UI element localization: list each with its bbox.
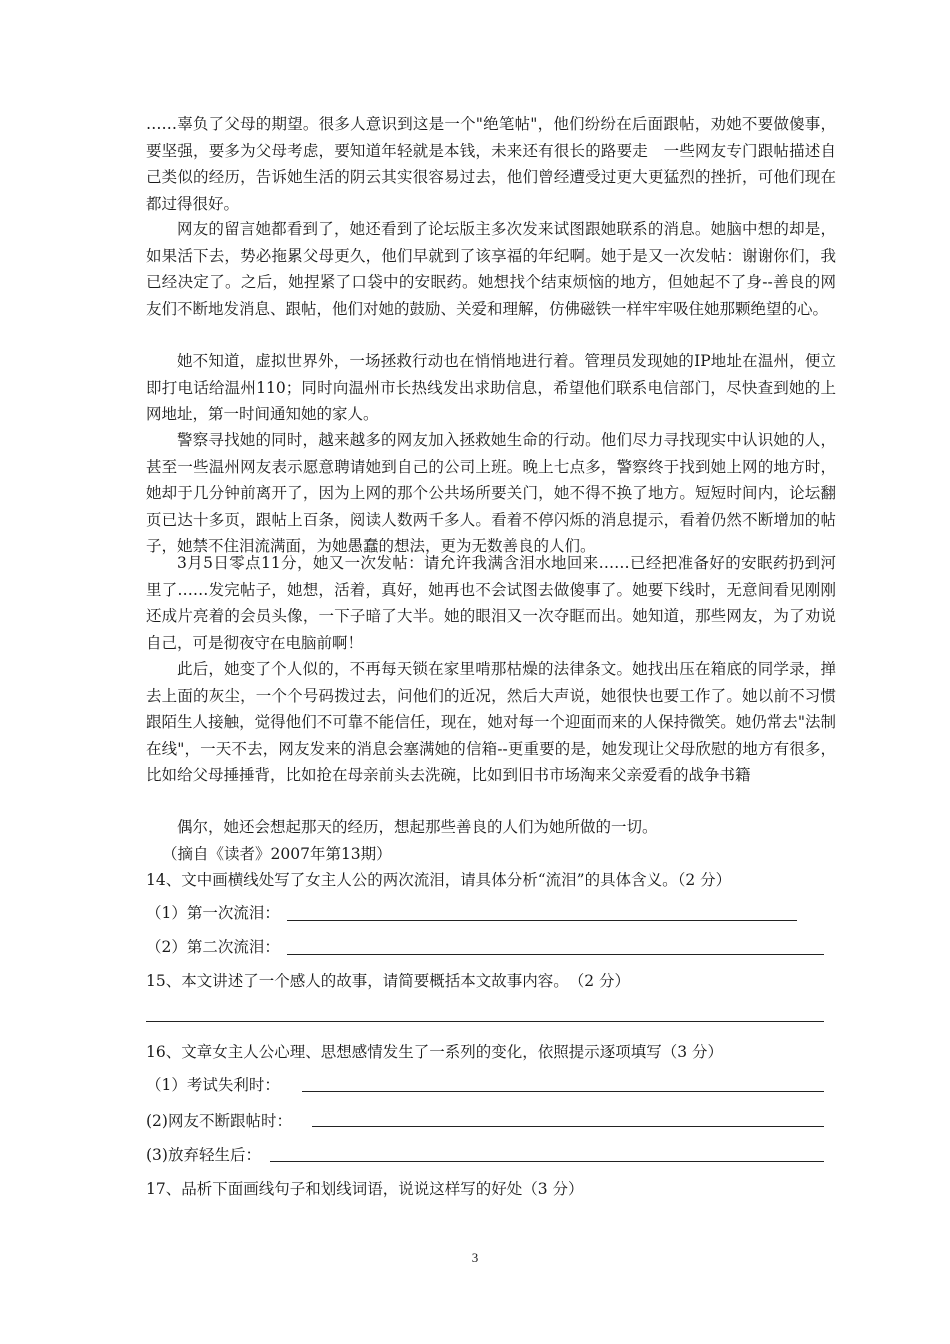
article-source: （摘自《读者》2007年第13期） <box>162 845 392 863</box>
question-14: 14、文中画横线处写了女主人公的两次流泪，请具体分析“流泪”的具体含义。（2 分） <box>146 871 732 889</box>
article-paragraph-2: 网友的留言她都看到了，她还看到了论坛版主多次发来试图跟她联系的消息。她脑中想的却是，如果活下去，势必拖累父母更久，他们早就到了该享福的年纪啊。她于是又一次发帖：谢谢你们，我已经决定了。之后，她捏紧了口袋中的安眠药。她想找个结束烦恼的地方，但她起不了身--善良的网友们不断地发消息、跟帖，他们对她的鼓励、关爱和理解，仿佛磁铁一样牢牢吸住她那颗绝望的心。 <box>146 220 836 318</box>
answer-line-16-2[interactable] <box>312 1126 824 1127</box>
question-14-label-2: （2）第二次流泪： <box>146 938 280 956</box>
question-16-label-3: (3)放弃轻生后： <box>146 1146 261 1164</box>
answer-line-14-1[interactable] <box>287 920 797 921</box>
question-16: 16、文章女主人公心理、思想感情发生了一系列的变化，依照提示逐项填写（3 分） <box>146 1043 724 1061</box>
article-paragraph-5: 3月5日零点11分，她又一次发帖：请允许我满含泪水地回来……已经把准备好的安眠药扔到河里了……发完帖子，她想，活着，真好，她再也不会试图去做傻事了。她要下线时，无意间看见刚刚还成片亮着的会员头像，一下子暗了大半。她的眼泪又一次夺眶而出。她知道，那些网友，为了劝说自己，可是彻夜守在电脑前啊！ <box>146 554 836 652</box>
question-16-label-1: （1）考试失利时： <box>146 1076 280 1094</box>
answer-line-16-3[interactable] <box>270 1161 824 1162</box>
page-number: 3 <box>471 1250 479 1265</box>
question-17: 17、品析下面画线句子和划线词语，说说这样写的好处（3 分） <box>146 1180 584 1198</box>
article-paragraph-3: 她不知道，虚拟世界外，一场拯救行动也在悄悄地进行着。管理员发现她的IP地址在温州，便立即打电话给温州110；同时向温州市长热线发出求助信息，希望他们联系电信部门，尽快查到她的上网地址，第一时间通知她的家人。 <box>146 352 836 423</box>
answer-line-14-2[interactable] <box>287 954 824 955</box>
article-paragraph-1: ……辜负了父母的期望。很多人意识到这是一个"绝笔帖"，他们纷纷在后面跟帖，劝她不要做傻事，要坚强，要多为父母考虑，要知道年轻就是本钱，未来还有很长的路要走 一些网友专门跟帖描述自己类似的经历，告诉她生活的阴云其实很容易过去，他们曾经遭受过更大更猛烈的挫折，可他们现在都过得很好。 <box>146 115 836 213</box>
question-14-label-1: （1）第一次流泪： <box>146 904 280 922</box>
article-paragraph-6: 此后，她变了个人似的，不再每天锁在家里啃那枯燥的法律条文。她找出压在箱底的同学录，掸去上面的灰尘，一个个号码拨过去，问他们的近况，然后大声说，她很快也要工作了。她以前不习惯跟陌生人接触，觉得他们不可靠不能信任，现在，她对每一个迎面而来的人保持微笑。她仍常去"法制在线"，一天不去，网友发来的消息会塞满她的信箱--更重要的是，她发现让父母欣慰的地方有很多，比如给父母捶捶背，比如抢在母亲前头去洗碗，比如到旧书市场淘来父亲爱看的战争书籍 <box>146 660 836 784</box>
answer-line-15[interactable] <box>146 1021 824 1022</box>
answer-line-16-1[interactable] <box>302 1091 824 1092</box>
question-16-label-2: (2)网友不断跟帖时： <box>146 1112 292 1130</box>
question-15: 15、本文讲述了一个感人的故事，请简要概括本文故事内容。 （2 分） <box>146 972 631 990</box>
article-paragraph-7: 偶尔，她还会想起那天的经历，想起那些善良的人们为她所做的一切。 <box>177 818 658 836</box>
article-paragraph-4: 警察寻找她的同时，越来越多的网友加入拯救她生命的行动。他们尽力寻找现实中认识她的人，甚至一些温州网友表示愿意聘请她到自己的公司上班。晚上七点多，警察终于找到她上网的地方时，她却于几分钟前离开了，因为上网的那个公共场所要关门，她不得不换了地方。短短时间内，论坛翻页已达十多页，跟帖上百条，阅读人数两千多人。看着不停闪烁的消息提示，看着仍然不断增加的帖子，她禁不住泪流满面，为她愚蠢的想法，更为无数善良的人们。 <box>146 431 836 555</box>
